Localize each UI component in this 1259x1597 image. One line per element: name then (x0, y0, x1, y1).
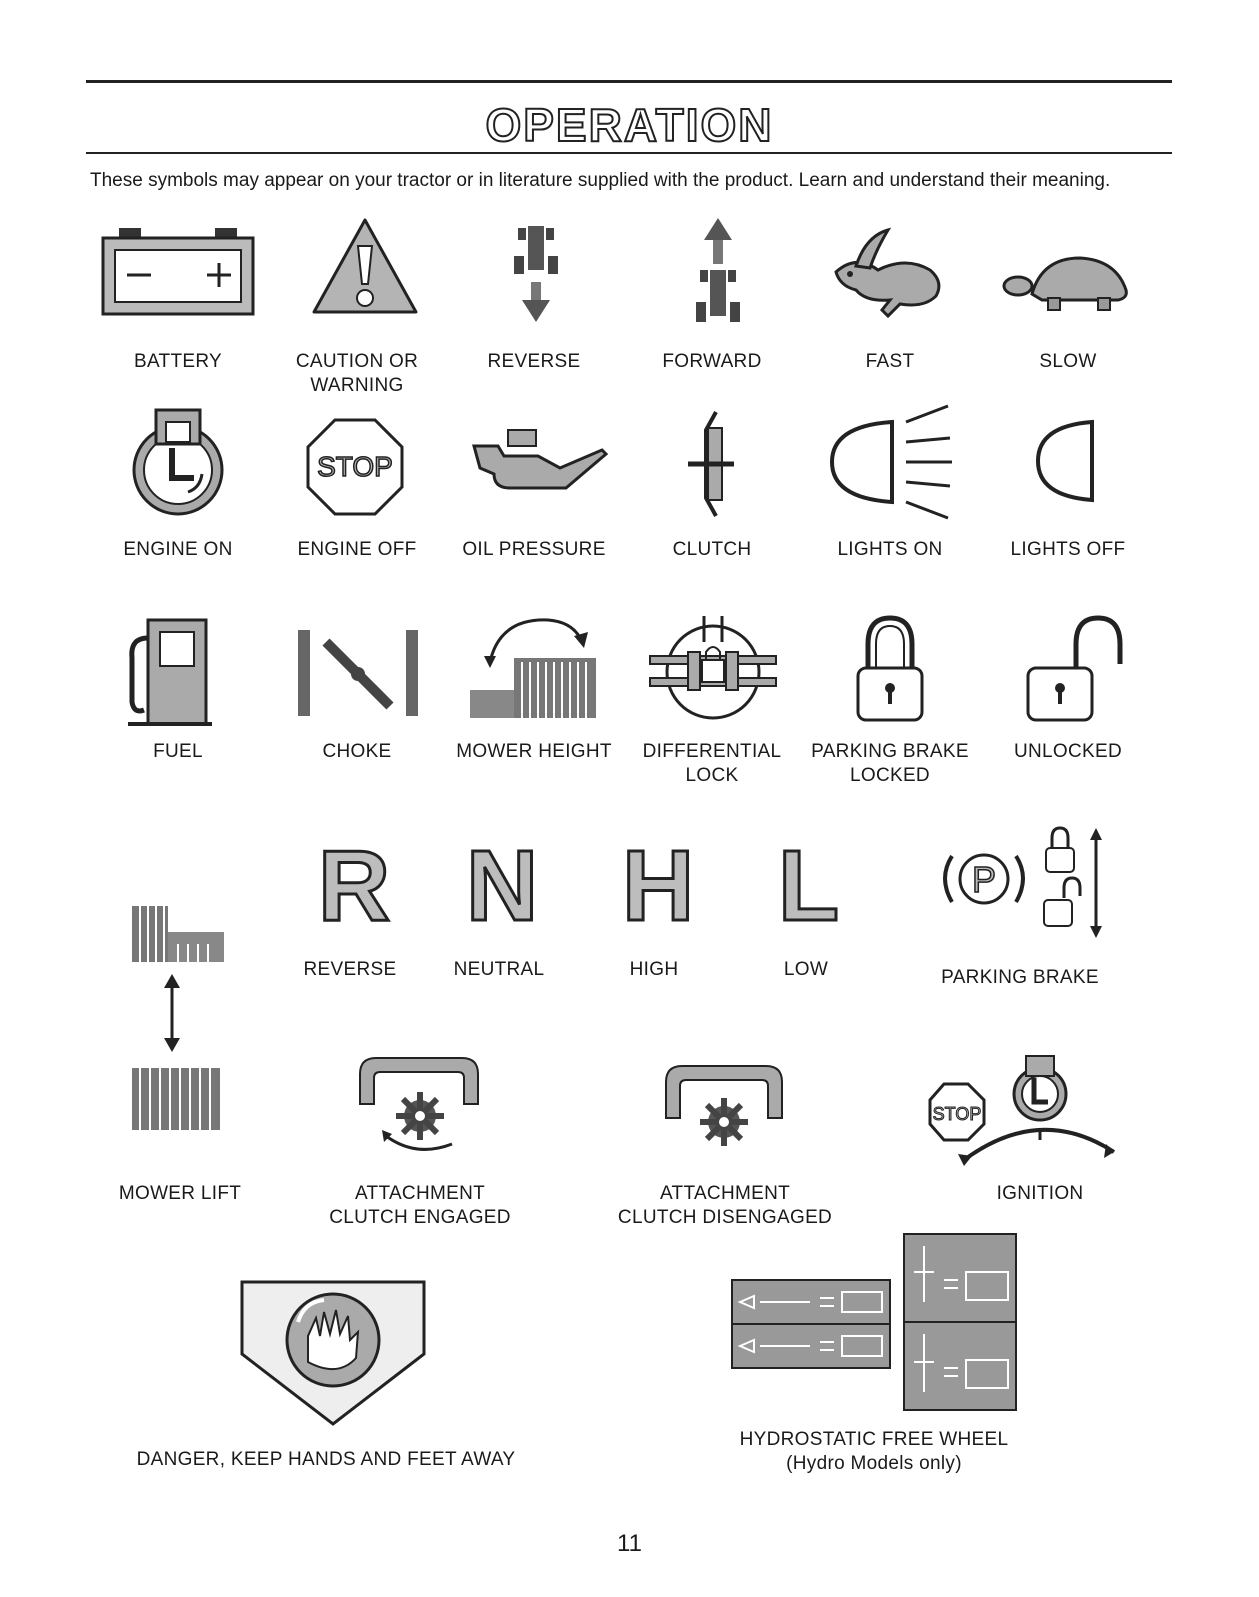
label-attachment-clutch-engaged: ATTACHMENT CLUTCH ENGAGED (329, 1183, 511, 1228)
label-mower-lift: MOWER LIFT (118, 1183, 242, 1204)
headlight-on-icon (826, 404, 958, 524)
letter-n: N (466, 830, 539, 942)
label-danger: DANGER, KEEP HANDS AND FEET AWAY (136, 1449, 516, 1470)
label-hydrostatic-free-wheel: HYDROSTATIC FREE WHEEL (Hydro Models only) (739, 1429, 1009, 1474)
svg-text:P: P (971, 859, 997, 900)
intro-text: These symbols may appear on your tractor or in literature supplied with the product. Learn and understand their meaning. (90, 170, 1111, 191)
title-rule (86, 152, 1172, 154)
padlock-locked-icon (854, 614, 926, 724)
label-differential-lock: DIFFERENTIAL LOCK (642, 741, 782, 786)
label-parking-brake-locked: PARKING BRAKE LOCKED (811, 741, 969, 786)
ignition-icon (928, 1054, 1118, 1164)
mower-height-icon (470, 612, 600, 722)
differential-lock-icon (648, 612, 778, 722)
reverse-tractor-icon (514, 226, 558, 324)
oil-can-icon (470, 428, 610, 502)
label-mower-height: MOWER HEIGHT (456, 741, 612, 762)
headlight-off-icon (1034, 418, 1100, 504)
letter-r: R (318, 830, 391, 942)
label-high: HIGH (629, 959, 679, 980)
warning-triangle-icon (310, 216, 420, 316)
choke-icon (296, 628, 420, 718)
danger-hand-icon (238, 1278, 428, 1428)
label-engine-on: ENGINE ON (123, 539, 233, 560)
top-rule (86, 80, 1172, 83)
page-number: 11 (617, 1530, 642, 1557)
label-slow: SLOW (1039, 351, 1097, 372)
letter-l: L (778, 830, 840, 942)
label-fast: FAST (865, 351, 915, 372)
label-clutch: CLUTCH (672, 539, 752, 560)
engine-on-icon (128, 408, 228, 518)
label-low: LOW (783, 959, 829, 980)
label-reverse-gear: REVERSE (303, 959, 397, 980)
clutch-icon (686, 410, 736, 518)
label-fuel: FUEL (153, 741, 203, 762)
label-engine-off: ENGINE OFF (297, 539, 417, 560)
label-attachment-clutch-disengaged: ATTACHMENT CLUTCH DISENGAGED (617, 1183, 833, 1228)
forward-tractor-icon (696, 218, 740, 326)
label-reverse-direction: REVERSE (487, 351, 581, 372)
mower-lift-icon (128, 888, 228, 1138)
label-ignition: IGNITION (996, 1183, 1084, 1204)
hydrostatic-freewheel-icon (730, 1232, 1020, 1414)
turtle-icon (1002, 254, 1134, 314)
label-battery: BATTERY (134, 351, 222, 372)
fuel-pump-icon (124, 618, 214, 728)
label-oil-pressure: OIL PRESSURE (462, 539, 606, 560)
page-title: OPERATION (485, 99, 774, 151)
letter-h: H (622, 830, 695, 942)
label-lights-on: LIGHTS ON (837, 539, 943, 560)
svg-text:STOP: STOP (932, 1104, 982, 1124)
label-unlocked: UNLOCKED (1014, 741, 1122, 762)
label-choke: CHOKE (322, 741, 392, 762)
label-parking-brake: PARKING BRAKE (941, 967, 1099, 988)
label-forward: FORWARD (662, 351, 762, 372)
svg-text:STOP: STOP (317, 451, 393, 482)
parking-brake-icon (936, 826, 1112, 946)
battery-icon (103, 228, 253, 316)
padlock-unlocked-icon (1024, 614, 1124, 724)
attachment-disengaged-icon (664, 1062, 784, 1152)
label-caution-or-warning: CAUTION OR WARNING (295, 351, 419, 396)
stop-sign-icon (306, 418, 404, 516)
label-neutral: NEUTRAL (453, 959, 545, 980)
label-lights-off: LIGHTS OFF (1010, 539, 1126, 560)
attachment-engaged-icon (356, 1054, 482, 1162)
rabbit-icon (826, 226, 946, 320)
